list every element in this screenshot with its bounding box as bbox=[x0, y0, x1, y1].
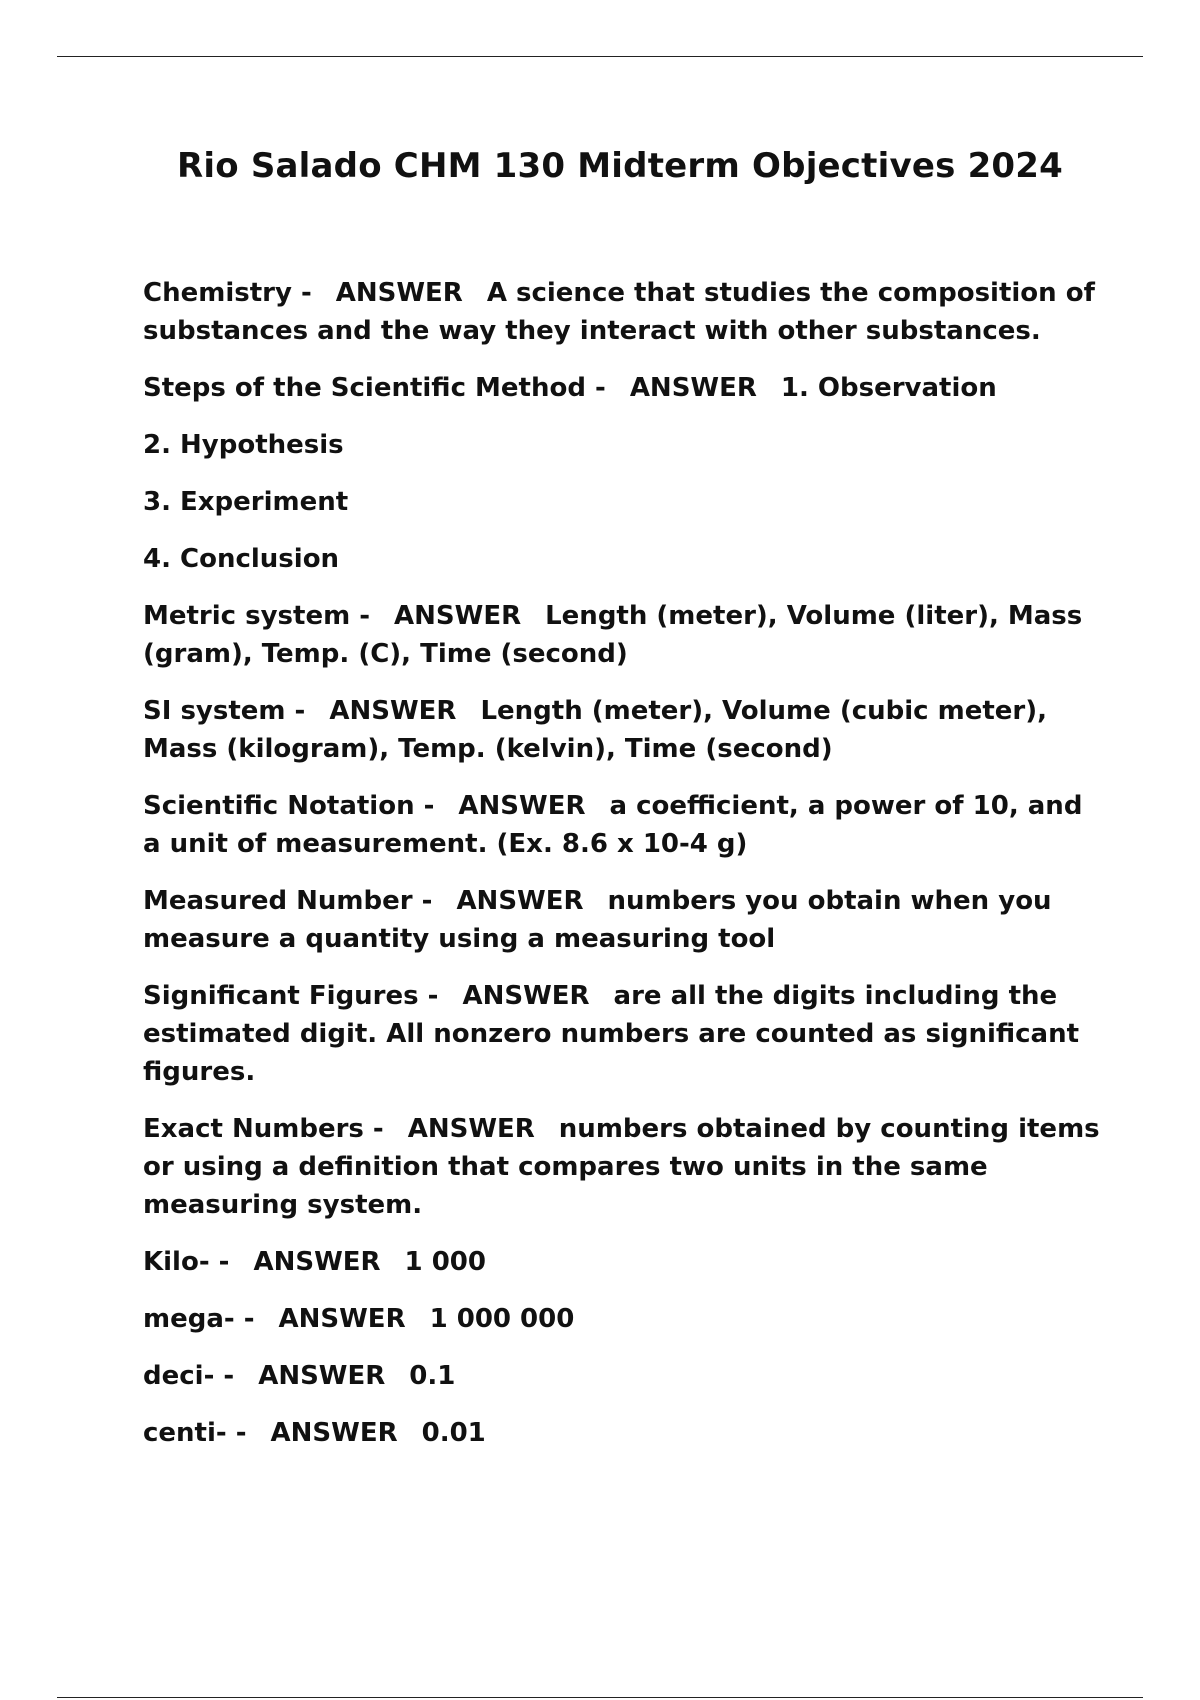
entry-centi bbox=[143, 1414, 1103, 1452]
answer-label: ANSWER bbox=[335, 278, 463, 308]
entry-definition: numbers you obtain when you measure a quantity using a measuring tool bbox=[143, 886, 1052, 954]
entry-exact-numbers bbox=[143, 1110, 1103, 1224]
answer-label: ANSWER bbox=[394, 601, 522, 631]
entry-term: Metric system - bbox=[143, 601, 371, 631]
answer-label: ANSWER bbox=[629, 373, 757, 403]
entry-term: centi- - bbox=[143, 1418, 247, 1448]
entry-definition: numbers obtained by counting items or using a definition that compares two units in the same measuring system. bbox=[143, 1114, 1100, 1220]
entry-term: Significant Figures - bbox=[143, 981, 439, 1011]
entry-mega bbox=[143, 1300, 1103, 1338]
entry-definition: 1 000 bbox=[404, 1247, 486, 1277]
entry-term: Chemistry - bbox=[143, 278, 312, 308]
entry-metric-system bbox=[143, 597, 1103, 673]
entry-term: SI system - bbox=[143, 696, 306, 726]
entry-definition: 0.1 bbox=[409, 1361, 456, 1391]
entry-term: Measured Number - bbox=[143, 886, 433, 916]
entry-definition: are all the digits including the estimated digit. All nonzero numbers are counted as significant figures. bbox=[143, 981, 1080, 1087]
entry-term: Scientific Notation - bbox=[143, 791, 435, 821]
entry-step-conclusion: 4. Conclusion bbox=[143, 544, 340, 574]
entry-definition: Length (meter), Volume (cubic meter), Mass (kilogram), Temp. (kelvin), Time (second) bbox=[143, 696, 1047, 764]
entry-definition: Length (meter), Volume (liter), Mass (gram), Temp. (C), Time (second) bbox=[143, 601, 1083, 669]
answer-label: ANSWER bbox=[407, 1114, 535, 1144]
entry-term: Steps of the Scientific Method - bbox=[143, 373, 606, 403]
entry-definition: 0.01 bbox=[421, 1418, 486, 1448]
entry-step-hypothesis: 2. Hypothesis bbox=[143, 430, 344, 460]
top-divider bbox=[57, 56, 1143, 57]
entry-scientific-notation bbox=[143, 787, 1103, 863]
entry-definition: a coefficient, a power of 10, and a unit of measurement. (Ex. 8.6 x 10-4 g) bbox=[143, 791, 1083, 859]
entry-definition: A science that studies the composition of substances and the way they interact with other substances. bbox=[143, 278, 1095, 346]
entry-term: mega- - bbox=[143, 1304, 255, 1334]
page-title: Rio Salado CHM 130 Midterm Objectives 2024 bbox=[177, 146, 1063, 186]
entry-term: Kilo- - bbox=[143, 1247, 230, 1277]
answer-label: ANSWER bbox=[258, 1361, 386, 1391]
answer-label: ANSWER bbox=[278, 1304, 406, 1334]
entry-chemistry bbox=[143, 274, 1103, 350]
entry-definition: 1 000 000 bbox=[429, 1304, 575, 1334]
entry-significant-figures bbox=[143, 977, 1103, 1091]
entry-scientific-method bbox=[143, 369, 1103, 407]
entry-kilo bbox=[143, 1243, 1103, 1281]
answer-label: ANSWER bbox=[462, 981, 590, 1011]
bottom-divider bbox=[57, 1697, 1143, 1698]
entry-term: deci- - bbox=[143, 1361, 235, 1391]
entry-deci bbox=[143, 1357, 1103, 1395]
entry-definition: 1. Observation bbox=[780, 373, 997, 403]
entry-term: Exact Numbers - bbox=[143, 1114, 384, 1144]
answer-label: ANSWER bbox=[458, 791, 586, 821]
flashcard-list bbox=[143, 274, 1103, 1471]
entry-si-system bbox=[143, 692, 1103, 768]
entry-measured-number bbox=[143, 882, 1103, 958]
answer-label: ANSWER bbox=[253, 1247, 381, 1277]
answer-label: ANSWER bbox=[270, 1418, 398, 1448]
entry-step-experiment: 3. Experiment bbox=[143, 487, 349, 517]
answer-label: ANSWER bbox=[329, 696, 457, 726]
answer-label: ANSWER bbox=[456, 886, 584, 916]
